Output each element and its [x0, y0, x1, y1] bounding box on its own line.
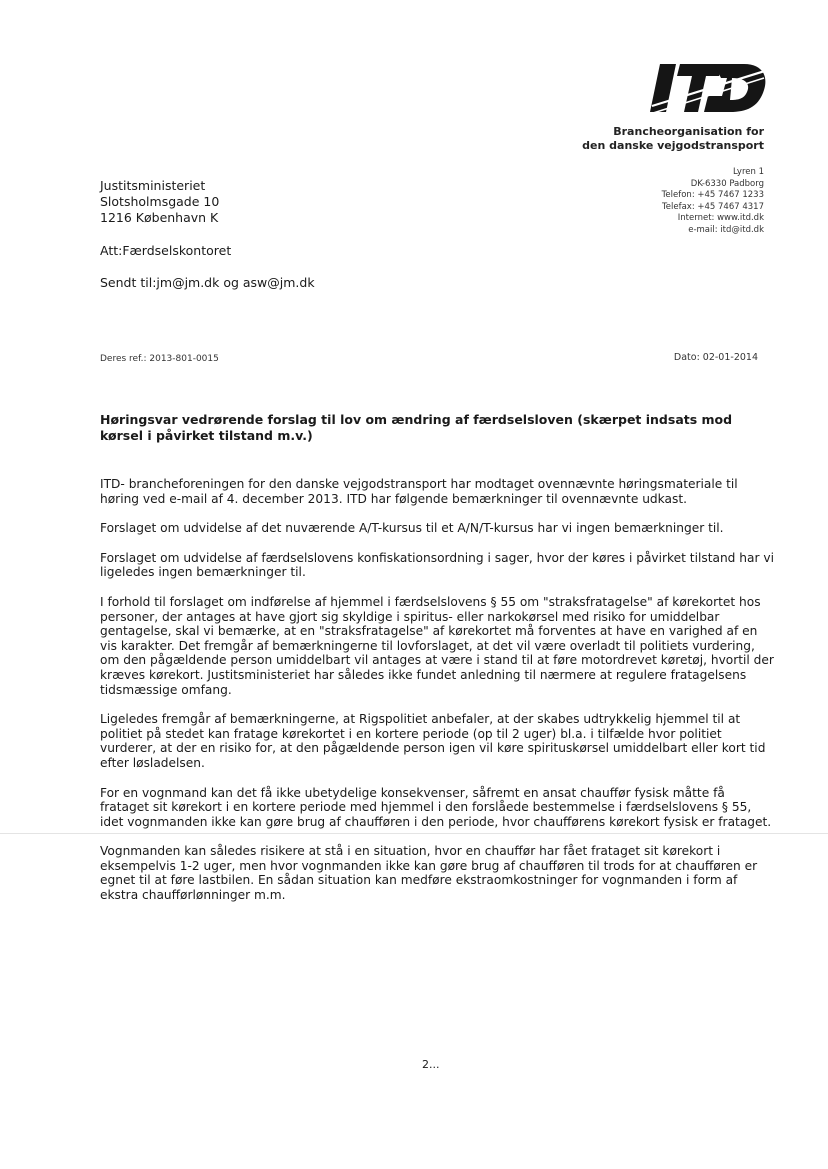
body-paragraph: Vognmanden kan således risikere at stå i en situation, hvor en chauffør har fået frataget sit kørekort i eksempelvis 1-2 uger, men hvor vognmanden ikke kan gøre brug af chaufføren til trods for at chaufføren er egnet til at føre lastbilen. En sådan situation kan medføre ekstraomkostninger for vognmanden i form af ekstra chaufførlønninger m.m. [100, 844, 758, 903]
recipient-street: Slotsholmsgade 10 [100, 194, 220, 209]
letter-date: Dato: 02-01-2014 [673, 352, 758, 363]
sender-street: Lyren 1 [732, 167, 764, 177]
page-continuation: 2... [422, 1058, 440, 1071]
reference-number: Deres ref.: 2013-801-0015 [100, 354, 219, 364]
sender-email: e-mail: itd@itd.dk [688, 224, 764, 235]
recipient-address-block [100, 178, 219, 226]
sender-address-block [662, 167, 764, 237]
sender-fax: Telefax: +45 7467 4317 [662, 201, 764, 212]
org-line-2: den danske vejgodstransport [582, 139, 764, 152]
scan-fold-line [0, 833, 828, 834]
body-paragraph: ITD- brancheforeningen for den danske vejgodstransport har modtaget ovennævnte høringsmateriale til høring ved e-mail af 4. december 2013. ITD har følgende bemærkninger til ovennævnte udkast. [100, 477, 738, 506]
itd-logo [646, 56, 770, 120]
sender-phone: Telefon: +45 7467 1233 [661, 190, 764, 201]
recipient-city: 1216 København K [100, 210, 219, 225]
body-paragraph: Forslaget om udvidelse af færdselslovens konfiskationsordning i sager, hvor der køres i påvirket tilstand har vi ligeledes ingen bemærkninger til. [100, 550, 774, 580]
body-paragraph: Ligeledes fremgår af bemærkningerne, at Rigspolitiet anbefaler, at der skabes udtrykkelig hjemmel til at politiet på stedet kan fratage kørekortet i en kortere periode (op til 2 uger) bl.a. i tilfælde hvor politiet vurderer, at der en risiko for, at den pågældende person igen vil køre spirituskørsel umiddelbart eller kort tid efter løsladelsen. [100, 712, 766, 770]
body-paragraph: For en vognmand kan det få ikke ubetydelige konsekvenser, såfremt en ansat chauffør fysisk måtte få frataget sit kørekort i en kortere periode med hjemmel i den forslåede bestemmelse i færdselslovens § 55, idet vognmanden ikke kan gøre brug af chaufføren i den periode, hvor chaufførens kørekort fysisk er frataget. [100, 785, 772, 829]
body-paragraph: Forslaget om udvidelse af det nuværende A/T-kursus til et A/N/T-kursus har vi ingen bemærkninger til. [100, 521, 724, 536]
recipient-name: Justitsministeriet [100, 178, 206, 193]
attention-line: Att:Færdselskontoret [100, 243, 232, 258]
body-paragraph: I forhold til forslaget om indførelse af hjemmel i færdselslovens § 55 om "straksfratagelse" af kørekortet hos personer, der antages at have gjort sig skyldige i spiritus- eller narkokørsel med risiko for umiddelbar gentagelse, skal vi bemærke, at en "straksfratagelse" af kørekortet må forventes at have en varighed af en vis karakter. Det fremgår af bemærkningerne til lovforslaget, at det vil være overladt til politiets vurdering, om den pågældende person umiddelbart vil antages at være i stand til at føre motordrevet køretøj, hvortil der kræves kørekort. Justitsministeriet har således ikke fundet anledning til nærmere at regulere fratagelsens tidsmæssige omfang. [100, 594, 774, 697]
sender-city: DK-6330 Padborg [690, 178, 764, 189]
subject-heading: Høringsvar vedrørende forslag til lov om ændring af færdselsloven (skærpet indsats mod kørsel i påvirket tilstand m.v.) [100, 412, 733, 443]
org-line-1: Brancheorganisation for [613, 125, 764, 138]
org-name [582, 125, 764, 153]
letter-body [100, 477, 775, 918]
sender-internet: Internet: www.itd.dk [677, 213, 764, 224]
sent-to-line: Sendt til:jm@jm.dk og asw@jm.dk [100, 275, 315, 290]
